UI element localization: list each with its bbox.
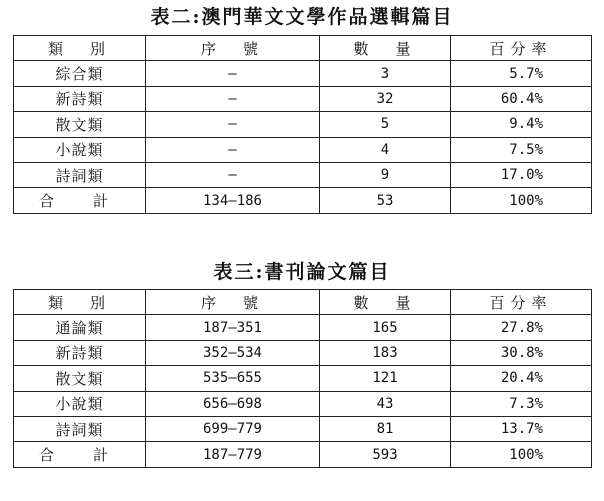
sequence-cell: —: [146, 112, 320, 137]
table-row: [14, 61, 592, 86]
table-row: [14, 340, 592, 365]
count-cell: 81: [320, 416, 451, 441]
sequence-cell: —: [146, 86, 320, 111]
column-header-count: 數 量: [320, 290, 451, 315]
percentage-cell: 100%: [451, 188, 592, 213]
percentage-cell: 100%: [451, 442, 592, 467]
table-caption: 表三:書刊論文篇目: [213, 261, 391, 283]
sequence-cell: 656—698: [146, 391, 320, 416]
papers-table: [13, 289, 592, 468]
column-header-percentage: 百分率: [451, 290, 592, 315]
count-cell: 165: [320, 315, 451, 340]
percentage-cell: 27.8%: [451, 315, 592, 340]
sequence-cell: —: [146, 162, 320, 187]
category-cell: 散文類: [14, 112, 146, 137]
table-row: [14, 86, 592, 111]
table-total-row: [14, 188, 592, 213]
column-header-sequence: 序 號: [146, 290, 320, 315]
table-row: [14, 366, 592, 391]
column-header-count: 數 量: [320, 36, 451, 61]
category-cell: 綜合類: [14, 61, 146, 86]
percentage-cell: 7.5%: [451, 137, 592, 162]
column-header-sequence: 序 號: [146, 36, 320, 61]
count-cell: 121: [320, 366, 451, 391]
column-header-percentage: 百分率: [451, 36, 592, 61]
table-row: [14, 162, 592, 187]
table-header-row: [14, 36, 592, 61]
sequence-cell: —: [146, 137, 320, 162]
percentage-cell: 30.8%: [451, 340, 592, 365]
count-cell: 43: [320, 391, 451, 416]
table-row: [14, 137, 592, 162]
total-label-cell: 合 計: [14, 188, 146, 213]
column-header-category: 類 別: [14, 290, 146, 315]
count-cell: 32: [320, 86, 451, 111]
category-cell: 詩詞類: [14, 162, 146, 187]
category-cell: 小說類: [14, 137, 146, 162]
table-row: [14, 416, 592, 441]
category-cell: 散文類: [14, 366, 146, 391]
total-label-cell: 合 計: [14, 442, 146, 467]
percentage-cell: 7.3%: [451, 391, 592, 416]
column-header-category: 類 別: [14, 36, 146, 61]
table-row: [14, 391, 592, 416]
count-cell: 593: [320, 442, 451, 467]
sequence-cell: 535—655: [146, 366, 320, 391]
table-caption: 表二:澳門華文文學作品選輯篇目: [150, 6, 454, 28]
category-cell: 通論類: [14, 315, 146, 340]
table-row: [14, 112, 592, 137]
percentage-cell: 9.4%: [451, 112, 592, 137]
count-cell: 4: [320, 137, 451, 162]
category-cell: 新詩類: [14, 340, 146, 365]
sequence-cell: —: [146, 61, 320, 86]
category-cell: 詩詞類: [14, 416, 146, 441]
count-cell: 3: [320, 61, 451, 86]
percentage-cell: 20.4%: [451, 366, 592, 391]
category-cell: 新詩類: [14, 86, 146, 111]
count-cell: 9: [320, 162, 451, 187]
count-cell: 183: [320, 340, 451, 365]
sequence-cell: 187—351: [146, 315, 320, 340]
table-row: [14, 315, 592, 340]
percentage-cell: 13.7%: [451, 416, 592, 441]
sequence-cell: 187—779: [146, 442, 320, 467]
works-table: [13, 35, 592, 214]
table-total-row: [14, 442, 592, 467]
sequence-cell: 699—779: [146, 416, 320, 441]
percentage-cell: 17.0%: [451, 162, 592, 187]
count-cell: 5: [320, 112, 451, 137]
percentage-cell: 60.4%: [451, 86, 592, 111]
table-header-row: [14, 290, 592, 315]
category-cell: 小說類: [14, 391, 146, 416]
sequence-cell: 352—534: [146, 340, 320, 365]
count-cell: 53: [320, 188, 451, 213]
sequence-cell: 134—186: [146, 188, 320, 213]
percentage-cell: 5.7%: [451, 61, 592, 86]
